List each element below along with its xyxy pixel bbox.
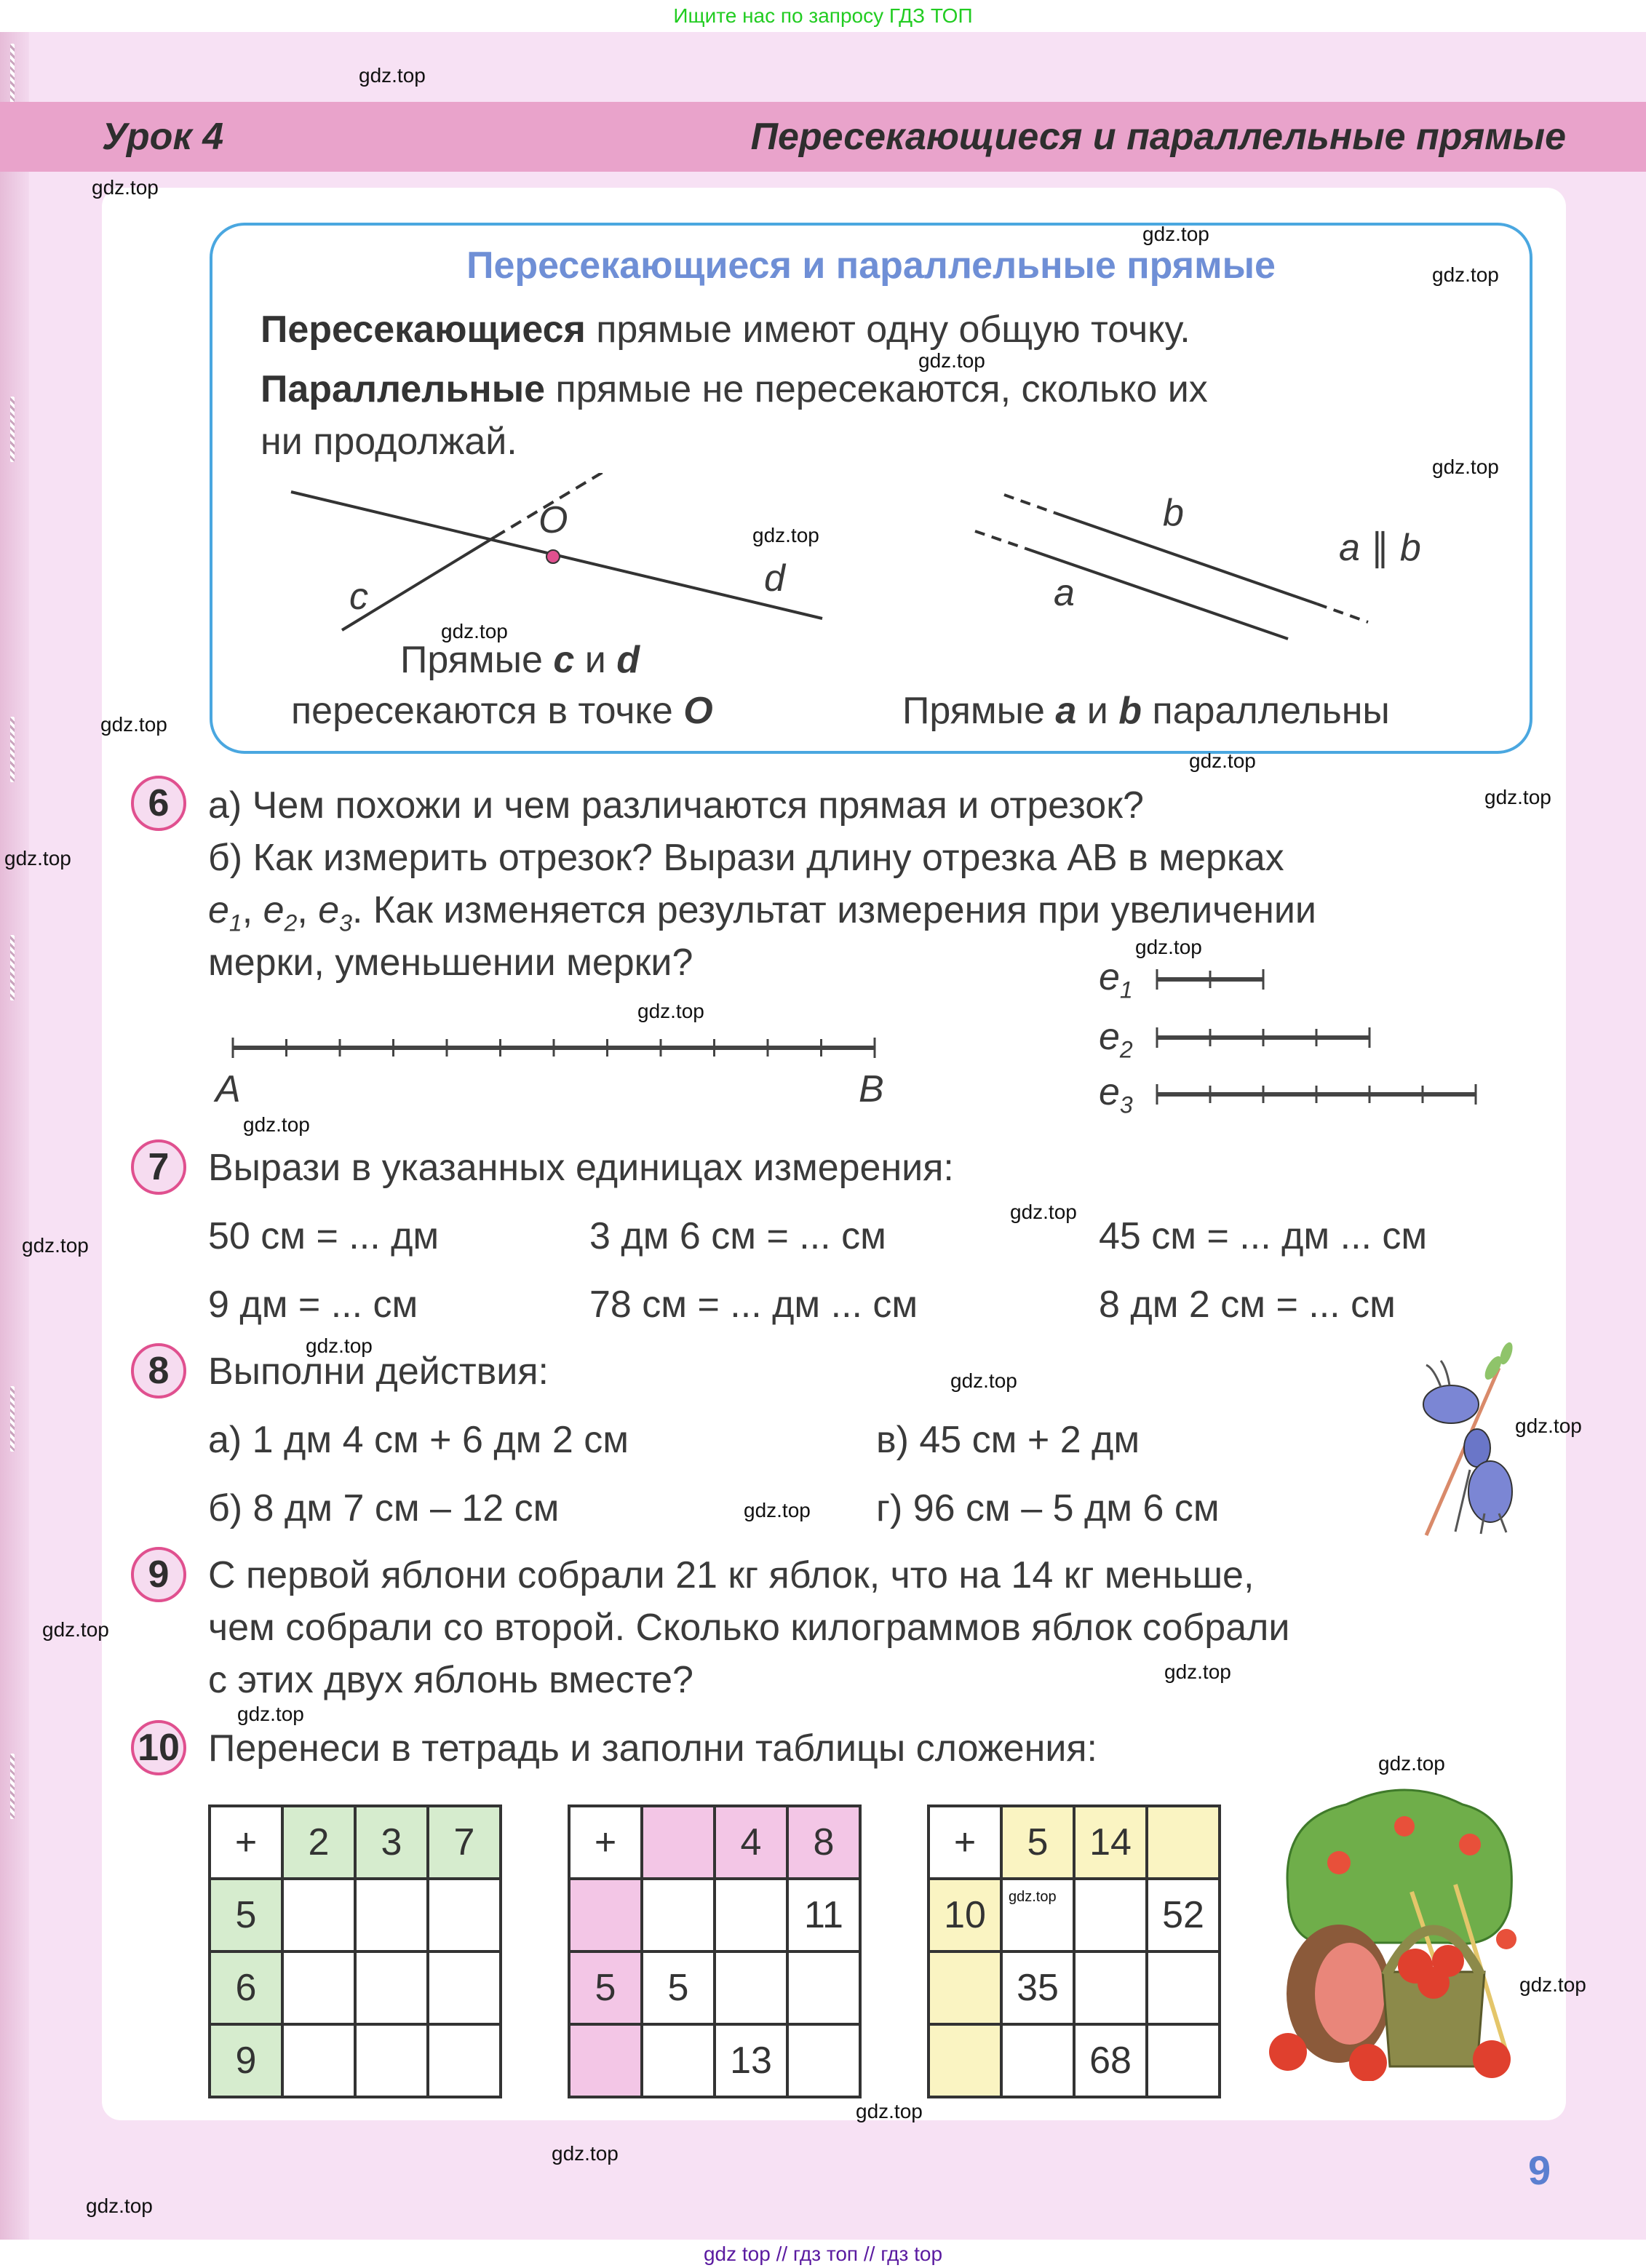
table-cell[interactable] (642, 1879, 715, 1951)
task-7-prompt: Вырази в указанных единицах измерения: (208, 1147, 954, 1189)
watermark: gdz.top (1142, 223, 1209, 245)
task-number-10: 10 (131, 1720, 186, 1775)
watermark: gdz.top (1432, 263, 1499, 286)
watermark: gdz.top (92, 176, 159, 199)
table-cell[interactable] (355, 2024, 428, 2097)
table-cell: 11 (787, 1879, 860, 1951)
table-header-cell: 3 (355, 1806, 428, 1879)
segment-ab (226, 1033, 880, 1062)
task-7-item: 9 дм = ... см (208, 1284, 418, 1326)
table-header-cell: 8 (787, 1806, 860, 1879)
table-cell[interactable] (715, 1879, 787, 1951)
table-header-cell: 4 (715, 1806, 787, 1879)
table-cell: 13 (715, 2024, 787, 2097)
caption-intersecting-2: пересекаются в точке O (291, 690, 713, 732)
lesson-title: Пересекающиеся и параллельные прямые (750, 116, 1566, 158)
label-line-d: d (764, 557, 785, 600)
task-10-prompt: Перенеси в тетрадь и заполни таблицы сложения: (208, 1727, 1097, 1770)
label-line-b: b (1163, 492, 1184, 534)
table-header-cell: 7 (428, 1806, 501, 1879)
watermark: gdz.top (86, 2195, 153, 2217)
measure-e3 (1156, 1081, 1483, 1107)
task-7-item: 50 см = ... дм (208, 1215, 440, 1257)
task-number-6: 6 (131, 776, 186, 831)
rule-line-1 (261, 304, 1190, 355)
binding-stitch (10, 935, 15, 1000)
watermark: gdz.top (243, 1113, 310, 1136)
task-number-9: 9 (131, 1547, 186, 1602)
watermark: gdz.top (1515, 1414, 1582, 1437)
task-8-item-a: а) 1 дм 4 см + 6 дм 2 см (208, 1419, 629, 1461)
watermark: gdz.top (1519, 1973, 1586, 1996)
measure-e2 (1156, 1024, 1381, 1051)
measure-e2-label: $e_2$ (1099, 1016, 1133, 1063)
top-banner[interactable]: Ищите нас по запросу ГДЗ ТОП (673, 4, 973, 27)
task-8-item-b: б) 8 дм 7 см – 12 см (208, 1487, 560, 1529)
label-line-a: a (1054, 572, 1075, 614)
task-6b-line1: б) Как измерить отрезок? Вырази длину отрезка AB в мерках (208, 837, 1284, 879)
watermark: gdz.top (306, 1334, 373, 1357)
watermark: gdz.top (950, 1369, 1017, 1392)
table-cell[interactable] (1147, 2024, 1220, 2097)
table-header-cell[interactable] (569, 2024, 642, 2097)
table-cell[interactable] (282, 1879, 355, 1951)
label-point-a: A (215, 1068, 241, 1110)
caption-intersecting-1: Прямые c и d (400, 639, 640, 681)
watermark: gdz.top (1378, 1752, 1445, 1775)
watermark: gdz.top (752, 524, 819, 546)
watermark: gdz.top (637, 1000, 704, 1022)
table-cell[interactable] (787, 1951, 860, 2024)
table-header-cell[interactable] (642, 1806, 715, 1879)
watermark: gdz.top (552, 2142, 619, 2165)
table-cell[interactable] (428, 2024, 501, 2097)
task-7-item: 8 дм 2 см = ... см (1099, 1284, 1396, 1326)
table-cell[interactable] (642, 2024, 715, 2097)
rule-title: Пересекающиеся и параллельные прямые (466, 244, 1276, 287)
watermark: gdz.top (856, 2100, 923, 2122)
table-header-cell: 14 (1074, 1806, 1147, 1879)
measure-e1-label: $e_1$ (1099, 956, 1133, 1003)
watermark: gdz.top (1189, 749, 1256, 772)
table-header-cell: 5 (569, 1951, 642, 2024)
table-cell[interactable] (282, 2024, 355, 2097)
footer-banner[interactable]: gdz top // гдз топ // гдз top (703, 2243, 943, 2265)
table-cell: + (929, 1806, 1001, 1879)
task-8-prompt: Выполни действия: (208, 1350, 549, 1393)
rule-text: прямые не пересекаются, сколько их (545, 368, 1208, 410)
watermark: gdz.top (1484, 786, 1551, 808)
table-header-cell[interactable] (1147, 1806, 1220, 1879)
watermark: gdz.top (359, 64, 426, 87)
watermark: gdz.top (1164, 1660, 1231, 1683)
task-8-item-v: в) 45 см + 2 дм (876, 1419, 1140, 1461)
table-cell[interactable] (1074, 1951, 1147, 2024)
watermark: gdz.top (22, 1234, 89, 1257)
table-header-cell: 10 (929, 1879, 1001, 1951)
task-7-item: 3 дм 6 см = ... см (589, 1215, 886, 1257)
binding-stitch (10, 44, 15, 109)
measure-e3-label: $e_3$ (1099, 1071, 1133, 1118)
addition-table-2 (568, 1805, 862, 2098)
table-cell[interactable] (355, 1879, 428, 1951)
label-line-c: c (349, 576, 368, 618)
table-cell: + (569, 1806, 642, 1879)
table-cell: 5 (642, 1951, 715, 2024)
task-6b-line2: $e_1$, $e_2$, $e_3$. Как изменяется результат измерения при увеличении (208, 889, 1316, 936)
table-cell[interactable] (428, 1879, 501, 1951)
watermark: gdz.top (918, 349, 985, 372)
table-header-cell: 2 (282, 1806, 355, 1879)
addition-table-1 (208, 1805, 502, 2098)
watermark: gdz.top (1010, 1201, 1077, 1223)
table-cell: 35 (1001, 1951, 1074, 2024)
table-header-cell[interactable] (929, 2024, 1001, 2097)
addition-table-3 (927, 1805, 1221, 2098)
watermark: gdz.top (441, 620, 508, 642)
watermark: gdz.top (1432, 455, 1499, 478)
watermark: gdz.top (4, 847, 71, 870)
table-cell[interactable] (1074, 1879, 1147, 1951)
table-header-cell[interactable] (929, 1951, 1001, 2024)
binding-stitch (10, 397, 15, 462)
page-number: 9 (1528, 2147, 1551, 2193)
task-9-line: с этих двух яблонь вместе? (208, 1659, 693, 1701)
term-intersecting: Пересекающиеся (261, 309, 586, 351)
ant-illustration (1404, 1339, 1521, 1543)
task-6b-line3: мерки, уменьшении мерки? (208, 942, 693, 984)
watermark: gdz.top (1135, 936, 1202, 958)
binding-stitch (10, 1386, 15, 1452)
task-number-8: 8 (131, 1343, 186, 1398)
binding-stitch (10, 717, 15, 782)
task-number-7: 7 (131, 1139, 186, 1195)
task-7-item: 45 см = ... дм ... см (1099, 1215, 1428, 1257)
watermark: gdz.top (1009, 1889, 1057, 1905)
binding-stitch (10, 1754, 15, 1819)
task-7-item: 78 см = ... дм ... см (589, 1284, 918, 1326)
table-header-cell[interactable] (569, 1879, 642, 1951)
line-b (1055, 513, 1317, 604)
table-cell: + (210, 1806, 282, 1879)
table-header-cell: 5 (1001, 1806, 1074, 1879)
table-cell: 68 (1074, 2024, 1147, 2097)
watermark: gdz.top (100, 713, 167, 736)
rule-line-3: ни продолжай. (261, 421, 517, 463)
table-cell[interactable] (787, 2024, 860, 2097)
label-point-b: B (859, 1068, 884, 1110)
watermark: gdz.top (237, 1703, 304, 1725)
table-cell[interactable] (715, 1951, 787, 2024)
label-point-o: O (538, 499, 568, 541)
watermark: gdz.top (42, 1618, 109, 1641)
table-header-cell: 9 (210, 2024, 282, 2097)
table-header-cell: 6 (210, 1951, 282, 2024)
table-cell[interactable] (282, 1951, 355, 2024)
caption-parallel: Прямые a и b параллельны (902, 690, 1390, 732)
parallel-notation: a ∥ b (1339, 527, 1421, 569)
table-header-cell: 5 (210, 1879, 282, 1951)
table-cell[interactable] (355, 1951, 428, 2024)
task-9-line: С первой яблони собрали 21 кг яблок, что на 14 кг меньше, (208, 1554, 1255, 1596)
task-9-line: чем собрали со второй. Сколько килограммов яблок собрали (208, 1607, 1290, 1649)
rule-text: прямые имеют одну общую точку. (585, 309, 1190, 351)
page-spine (0, 32, 29, 2240)
table-cell: 52 (1147, 1879, 1220, 1951)
lesson-number: Урок 4 (102, 116, 224, 158)
table-cell[interactable] (428, 1951, 501, 2024)
table-cell[interactable] (1001, 2024, 1074, 2097)
term-parallel: Параллельные (261, 368, 546, 410)
watermark: gdz.top (744, 1499, 811, 1521)
task-6a: а) Чем похожи и чем различаются прямая и отрезок? (208, 784, 1144, 827)
intersection-point (546, 550, 560, 563)
task-8-item-g: г) 96 см – 5 дм 6 см (876, 1487, 1220, 1529)
hedgehog-apple-tree-illustration (1259, 1775, 1535, 2081)
measure-e1 (1156, 966, 1272, 992)
rule-line-2 (261, 364, 1208, 415)
table-cell[interactable] (1147, 1951, 1220, 2024)
